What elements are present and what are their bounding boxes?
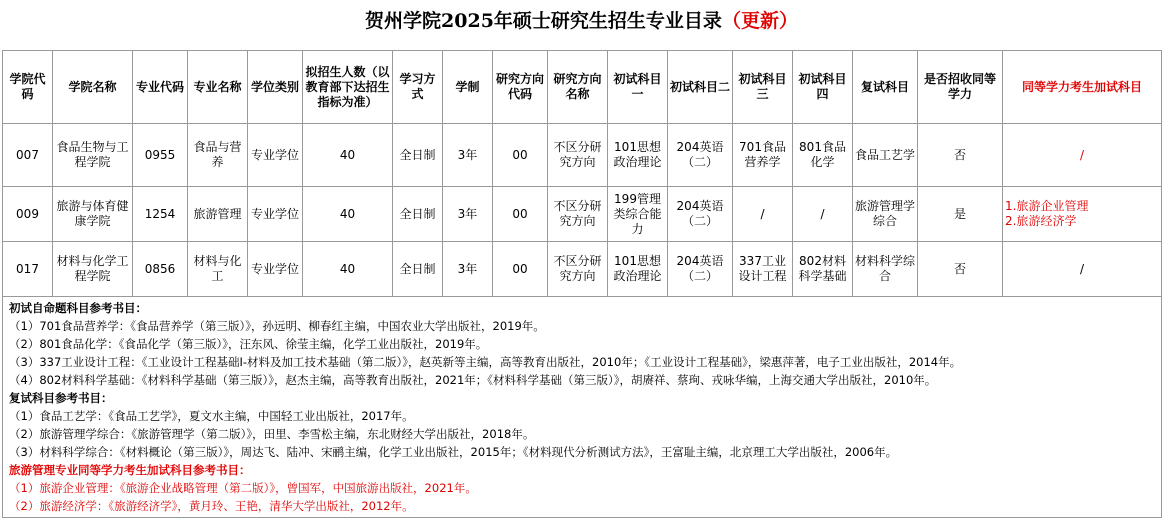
table-cell: 不区分研究方向 <box>548 124 608 187</box>
table-cell: 0856 <box>133 242 188 297</box>
table-cell: 专业学位 <box>248 187 303 242</box>
table-row <box>3 242 1162 297</box>
extra-subjects-cell <box>1003 187 1162 242</box>
ref-item: （2）801食品化学：《食品化学（第三版）》，汪东风、徐莹主编，化学工业出版社，2019年。 <box>9 337 488 351</box>
table-row <box>3 124 1162 187</box>
table-cell: 旅游管理学综合 <box>853 187 918 242</box>
extra-ref-title: 旅游管理专业同等学力考生加试科目参考书目： <box>9 463 251 477</box>
table-cell: 材料科学综合 <box>853 242 918 297</box>
table-cell: 204英语（二） <box>668 242 733 297</box>
table-cell: 材料与化工 <box>188 242 248 297</box>
header-cell-extra-subjects: 同等学力考生加试科目 <box>1003 51 1162 124</box>
ref-item: （4）802材料科学基础：《材料科学基础（第三版）》，赵杰主编，高等教育出版社，2021年；《材料科学基础（第三版）》，胡赓祥、蔡珣、戎咏华编，上海交通大学出版社，2010年。 <box>9 373 937 387</box>
table-cell: 不区分研究方向 <box>548 242 608 297</box>
references-cell <box>3 297 1162 518</box>
table-cell: / <box>733 187 793 242</box>
page-title <box>0 8 1163 34</box>
table-cell: / <box>793 187 853 242</box>
header-cell: 初试科目二 <box>668 51 733 124</box>
table-cell: 101思想政治理论 <box>608 242 668 297</box>
header-cell: 初试科目四 <box>793 51 853 124</box>
header-cell: 学习方式 <box>393 51 443 124</box>
header-row <box>3 51 1162 124</box>
table-cell: 337工业设计工程 <box>733 242 793 297</box>
table-cell: 199管理类综合能力 <box>608 187 668 242</box>
table-cell: 007 <box>3 124 53 187</box>
table-cell: 00 <box>493 242 548 297</box>
table-cell: 食品工艺学 <box>853 124 918 187</box>
extra-subject-item: 1.旅游企业管理 <box>1005 199 1089 213</box>
ref-item: （1）701食品营养学：《食品营养学（第三版）》，孙远明、柳春红主编，中国农业大学出版社，2019年。 <box>9 319 545 333</box>
table-cell: 全日制 <box>393 187 443 242</box>
ref-item: （1）食品工艺学：《食品工艺学》，夏文水主编，中国轻工业出版社，2017年。 <box>9 409 414 423</box>
prelim-ref-title: 初试自命题科目参考书目： <box>9 301 147 315</box>
table-cell: 3年 <box>443 124 493 187</box>
table-cell: 802材料科学基础 <box>793 242 853 297</box>
table-cell: 专业学位 <box>248 124 303 187</box>
ref-item: （3）337工业设计工程：《工业设计工程基础Ⅰ-材料及加工技术基础（第二版）》，赵英新等主编，高等教育出版社，2010年；《工业设计工程基础》，梁惠萍著，电子工业出版社，2014年。 <box>9 355 962 369</box>
header-cell: 初试科目三 <box>733 51 793 124</box>
table-cell: 1254 <box>133 187 188 242</box>
table-cell: 204英语（二） <box>668 124 733 187</box>
table-cell: 017 <box>3 242 53 297</box>
table-cell: 00 <box>493 124 548 187</box>
table-cell: / <box>1003 124 1162 187</box>
table-cell: 701食品营养学 <box>733 124 793 187</box>
header-cell: 研究方向名称 <box>548 51 608 124</box>
table-cell: 不区分研究方向 <box>548 187 608 242</box>
ref-item: （1）旅游企业管理：《旅游企业战略管理（第二版）》，曾国军，中国旅游出版社，2021年。 <box>9 481 477 495</box>
header-cell: 是否招收同等学力 <box>918 51 1003 124</box>
table-cell: 否 <box>918 124 1003 187</box>
extra-subject-item: 2.旅游经济学 <box>1005 214 1077 228</box>
header-cell: 学院代码 <box>3 51 53 124</box>
table-cell: / <box>1003 242 1162 297</box>
table-cell: 801食品化学 <box>793 124 853 187</box>
table-cell: 101思想政治理论 <box>608 124 668 187</box>
table-cell: 旅游与体育健康学院 <box>53 187 133 242</box>
table-cell: 009 <box>3 187 53 242</box>
title-main: 贺州学院2025年硕士研究生招生专业目录 <box>365 10 722 32</box>
header-cell: 复试科目 <box>853 51 918 124</box>
header-cell: 学院名称 <box>53 51 133 124</box>
table-cell: 专业学位 <box>248 242 303 297</box>
table-cell: 3年 <box>443 187 493 242</box>
table-cell: 40 <box>303 242 393 297</box>
table-row <box>3 187 1162 242</box>
header-cell: 拟招生人数（以教育部下达招生指标为准） <box>303 51 393 124</box>
title-update-suffix: （更新） <box>721 10 798 32</box>
table-cell: 全日制 <box>393 242 443 297</box>
table-cell: 全日制 <box>393 124 443 187</box>
header-cell: 研究方向代码 <box>493 51 548 124</box>
table-cell: 0955 <box>133 124 188 187</box>
table-cell: 否 <box>918 242 1003 297</box>
table-cell: 食品与营养 <box>188 124 248 187</box>
header-cell: 学位类别 <box>248 51 303 124</box>
ref-item: （2）旅游经济学：《旅游经济学》，黄月玲、王艳，清华大学出版社，2012年。 <box>9 499 414 513</box>
ref-item: （3）材料科学综合：《材料概论（第三版）》，周达飞、陆冲、宋鹂主编，化学工业出版社，2015年；《材料现代分析测试方法》，王富耻主编，北京理工大学出版社，2006年。 <box>9 445 898 459</box>
table-cell: 3年 <box>443 242 493 297</box>
table-cell: 材料与化学工程学院 <box>53 242 133 297</box>
retest-ref-title: 复试科目参考书目： <box>9 391 113 405</box>
header-cell: 专业代码 <box>133 51 188 124</box>
header-cell: 专业名称 <box>188 51 248 124</box>
table-cell: 204英语（二） <box>668 187 733 242</box>
header-cell: 初试科目一 <box>608 51 668 124</box>
table-cell: 是 <box>918 187 1003 242</box>
table-cell: 40 <box>303 187 393 242</box>
references-row <box>3 297 1162 518</box>
table-cell: 食品生物与工程学院 <box>53 124 133 187</box>
catalog-table <box>2 50 1162 518</box>
table-cell: 40 <box>303 124 393 187</box>
ref-item: （2）旅游管理学综合：《旅游管理学（第二版）》，田里、李雪松主编，东北财经大学出版社，2018年。 <box>9 427 535 441</box>
table-cell: 旅游管理 <box>188 187 248 242</box>
header-cell: 学制 <box>443 51 493 124</box>
table-cell: 00 <box>493 187 548 242</box>
